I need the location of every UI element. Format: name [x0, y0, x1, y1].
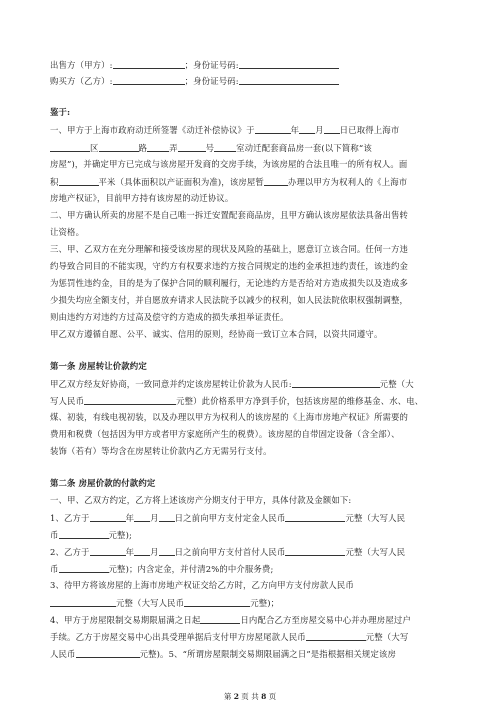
- recital-1-line-1: 一、甲方于上海市政府动迁所签署《动迁补偿协议》于 年 月 日已取得上海市: [50, 125, 400, 135]
- article-2-intro: 一、甲、乙双方约定，乙方将上述该房产分期支付于甲方，具体付款及金额如下:: [50, 495, 352, 505]
- article-2-heading: 第二条 房屋价款的付款约定: [50, 478, 156, 488]
- buyer-line: [50, 75, 339, 87]
- seller-id-label: ；身份证号码:: [184, 60, 239, 70]
- seller-id-blank: [239, 59, 339, 69]
- buyer-label: 购买方（乙方）:: [50, 76, 113, 86]
- buyer-id-blank: [239, 75, 339, 85]
- payment-4-line-3: 人民币 元整)。5、“所谓房屋限制交易期限届满之日”是指根据相关规定该房: [50, 649, 397, 659]
- article-1-heading: 第一条 房屋转让价款约定: [50, 361, 147, 371]
- recital-1-line-4: 积 平米（具体面积以产证面积为准)，该房屋暂 办理以甲方为权利人的《上海市: [50, 177, 408, 187]
- payment-4-line-1: 4、甲方于房屋限制交易期限届满之日起 日内配合乙方至房屋交易中心并办理房屋过户: [50, 615, 411, 625]
- recital-3-line-2: 约导致合同目的不能实现，守约方有权要求违约方按合同规定的违约金承担违约责任，该违约金: [50, 261, 409, 271]
- payment-2-line-2: 币 元整)；内含定金，并付清2%的中介服务费;: [50, 564, 274, 574]
- article-1-line-2: 写人民币 元整）此价格系甲方净到手价，包括该房屋的维修基金、水、电、: [50, 396, 424, 406]
- recital-1-line-2: 区 路 弄 号 室动迁配套商品房一套(以下简称“该: [50, 142, 372, 154]
- payment-3-line-2: 元整（大写人民币 元整)；: [50, 597, 279, 609]
- recital-2-line-1: 二、甲方确认所卖的房屋不是自己唯一拆迁安置配套商品房，且甲方确认该房屋依法具备出售转: [50, 210, 409, 220]
- seller-label: 出售方（甲方）:: [50, 60, 113, 70]
- recital-3-line-1: 三、甲、乙双方在充分理解和接受该房屋的现状及风险的基础上，愿意订立该合同。任何一方违: [50, 244, 409, 254]
- article-1-line-5: 装饰（若有）等均含在房屋转让价款内乙方无需另行支付。: [50, 446, 272, 456]
- jianyu-heading: 鉴于:: [50, 107, 71, 117]
- payment-1-line-1: 1、乙方于 年 月 日之前向甲方支付定金人民币 元整（大写人民: [50, 513, 406, 523]
- recital-3-line-5: 则由违约方对违约方过高及偿守约方造成的损失承担举证责任。: [50, 312, 289, 322]
- buyer-id-label: ；身份证号码:: [184, 76, 239, 86]
- recital-1-line-5: 房地产权证》，目前甲方持有该房屋的动迁协议。: [50, 193, 234, 203]
- page-total: 8: [261, 692, 267, 701]
- article-1-line-3: 煤、初装，有线电视初装，以及办理以甲方为权利人的该房屋的《上海市房地产权证》所需要的: [50, 412, 409, 422]
- seller-line: [50, 59, 339, 71]
- payment-1-line-2: 币 元整);: [50, 530, 132, 540]
- seller-name-blank: [113, 59, 185, 69]
- recital-3-line-3: 为惩罚性违约金，目的是为了保护合同的顺利履行，无论违约方是否给对方造成损失以及造成多: [50, 278, 409, 288]
- recital-1-line-3: 房屋”)，并确定甲方已完成与该房屋开发商的交房手续，为该房屋的合法且唯一的所有权人。面: [50, 159, 408, 169]
- buyer-name-blank: [113, 75, 185, 85]
- payment-4-line-2: 手续。乙方于房屋交易中心出具受理单据后支付甲方房屋尾款人民币 元整（大写: [50, 632, 409, 642]
- payment-2-line-1: 2、乙方于 年 月 日之前向甲方支付首付人民币 元整（大写人民: [50, 547, 406, 557]
- article-1-line-4: 费用和税费（包括因为甲方或者甲方家庭所产生的税费）。该房屋的自带固定设备（含全部）、: [50, 429, 400, 439]
- page-number: 2: [233, 692, 239, 701]
- payment-3-line-1: 3、待甲方将该房屋的上海市房地产权证交给乙方时，乙方向甲方支付房款人民币: [50, 580, 354, 590]
- recital-3-line-4: 少损失均应全额支付，并自愿放弃请求人民法院予以减少的权利，如人民法院依职权强制调整，: [50, 295, 409, 305]
- page-footer: 第 2 页 共 8 页: [223, 692, 277, 701]
- principle-line: 甲乙双方遵循自愿、公平、诚实、信用的原则，经协商一致订立本合同，以资共同遵守。: [50, 329, 383, 339]
- article-1-line-1: 甲乙双方经友好协商，一致同意并约定该房屋转让价款为人民币: 元整（大: [50, 379, 414, 389]
- recital-2-line-2: 让资格。: [50, 227, 85, 237]
